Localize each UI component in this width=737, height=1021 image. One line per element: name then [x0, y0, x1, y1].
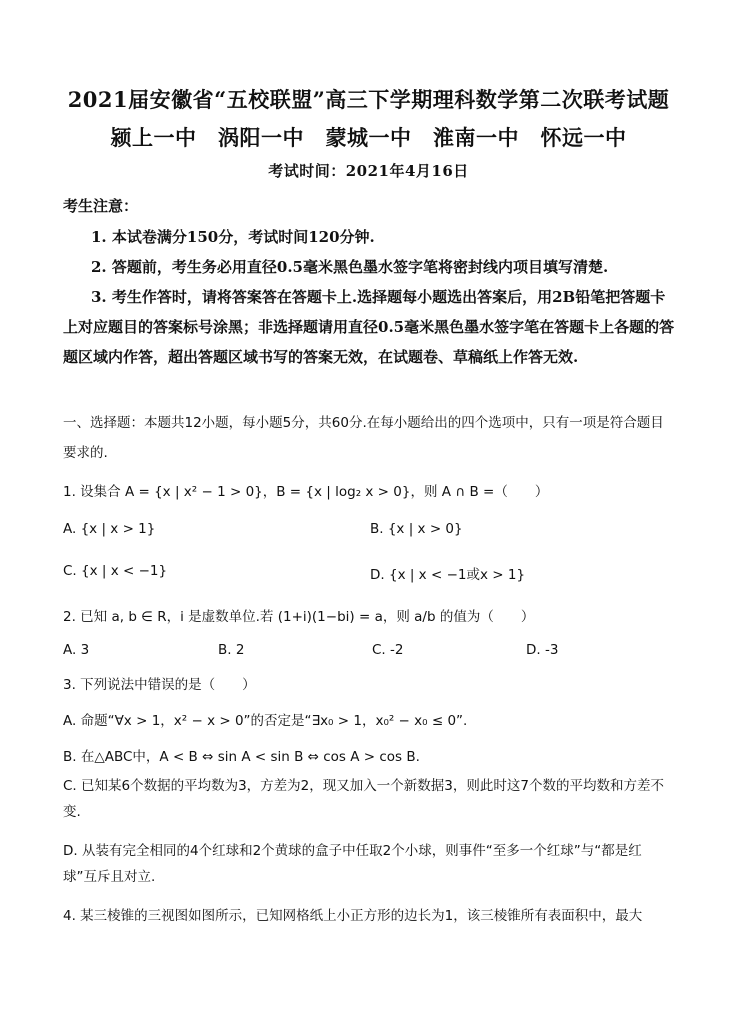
- q3-option-c: C. 已知某6个数据的平均数为3，方差为2，现又加入一个新数据3，则此时这7个数的平均数和方差不变.: [63, 778, 664, 820]
- q1-option-c: C. {x | x < −1}: [63, 563, 168, 579]
- q3-option-b: B. 在△ABC中，A < B ⇔ sin A < sin B ⇔ cos A > cos B.: [63, 749, 420, 765]
- q4-stem: 4. 某三棱锥的三视图如图所示，已知网格纸上小正方形的边长为1，该三棱锥所有表面积中，最大: [63, 908, 643, 924]
- q2-option-c: C. -2: [372, 642, 404, 658]
- q1-option-b: B. {x | x > 0}: [370, 521, 463, 537]
- q3-stem: 3. 下列说法中错误的是（ ）: [63, 677, 256, 693]
- exam-title: 2021届安徽省“五校联盟”高三下学期理科数学第二次联考试题: [67, 87, 670, 112]
- q1-stem: 1. 设集合 A = {x | x² − 1 > 0}，B = {x | log₂ x > 0}，则 A ∩ B =（ ）: [63, 484, 549, 500]
- q1-option-a: A. {x | x > 1}: [63, 521, 156, 537]
- q1-option-d: D. {x | x < −1或x > 1}: [370, 567, 526, 583]
- q2-option-a: A. 3: [63, 642, 90, 658]
- q3-option-a: A. 命题“∀x > 1，x² − x > 0”的否定是“∃x₀ > 1，x₀² − x₀ ≤ 0”.: [63, 713, 468, 729]
- notice-heading: 考生注意：: [63, 197, 139, 215]
- notice-item-3: 3. 考生作答时，请将答案答在答题卡上.选择题每小题选出答案后，用2B铅笔把答题卡上对应题目的答案标号涂黑；非选择题请用直径0.5毫米黑色墨水签字笔在答题卡上各题的答题区域内作答，超出答题区域书写的答案无效，在试题卷、草稿纸上作答无效.: [63, 288, 675, 366]
- school-list: 颍上一中 涡阳一中 蒙城一中 淮南一中 怀远一中: [110, 125, 627, 150]
- section-intro: 一、选择题：本题共12小题，每小题5分，共60分.在每小题给出的四个选项中，只有一项是符合题目要求的.: [63, 415, 664, 461]
- q2-option-d: D. -3: [526, 642, 559, 658]
- q2-stem: 2. 已知 a, b ∈ R，i 是虚数单位.若 (1+i)(1−bi) = a，则 a/b 的值为（ ）: [63, 609, 535, 625]
- notice-item-2: 2. 答题前，考生务必用直径0.5毫米黑色墨水签字笔将密封线内项目填写清楚.: [91, 258, 609, 276]
- q3-option-d: D. 从装有完全相同的4个红球和2个黄球的盒子中任取2个小球，则事件“至多一个红球”与“都是红球”互斥且对立.: [63, 843, 642, 885]
- q2-option-b: B. 2: [218, 642, 245, 658]
- notice-item-1: 1. 本试卷满分150分，考试时间120分钟.: [91, 228, 375, 246]
- exam-date: 考试时间：2021年4月16日: [268, 162, 469, 180]
